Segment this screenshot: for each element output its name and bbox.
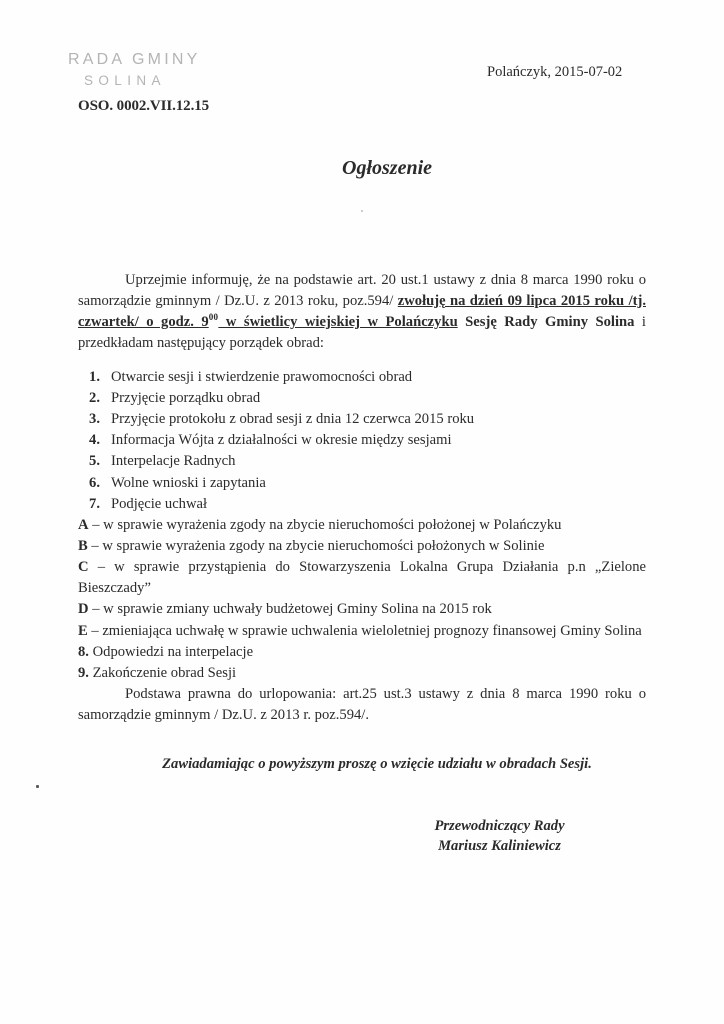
document-reference-number: OSO. 0002.VII.12.15 [78,98,210,114]
scan-artifact-speck-secondary [361,210,363,212]
list-item [78,494,646,515]
letterhead-line-2: SOLINA [84,73,166,88]
subitem-label: – w sprawie wyrażenia zgody na zbycie nieruchomości położonych w Solinie [87,537,545,554]
intro-paragraph [78,270,646,354]
agenda-item-number: 4. [89,432,100,449]
intro-text-bold: Sesję Rady Gminy Solina [457,314,635,331]
list-item [78,388,646,409]
agenda-list [78,367,646,515]
list-item [78,536,646,557]
agenda-item-label: Przyjęcie protokołu z obrad sesji z dnia 12 czerwca 2015 roku [111,411,475,428]
intro-text-plain-1: Uprzejmie informuję, że na podstawie art. 20 ust.1 ustawy z dnia 8 marca 1990 roku o samorządzie gminnym / Dz.U. z 2013 roku, poz.594/ [78,272,646,309]
agenda-item-number: 9. [78,664,89,681]
subitem-label: – w sprawie zmiany uchwały budżetowej Gminy Solina na 2015 rok [88,601,492,618]
place-and-date: Polańczyk, 2015-07-02 [487,64,623,80]
subitem-label: – zmieniająca uchwałę w sprawie uchwalenia wieloletniej prognozy finansowej Gminy Solina [87,622,642,639]
list-item [78,409,646,430]
agenda-item-number: 1. [89,368,100,385]
subitem-letter: B [78,537,88,554]
list-item [78,367,646,388]
intro-text-plain-2: i przedkładam następujący porządek obrad: [78,314,646,352]
list-item [78,663,646,684]
signature-block [78,816,646,856]
agenda-item-label: Otwarcie sesji i stwierdzenie prawomocności obrad [111,368,413,385]
scan-artifact-speck [36,785,39,788]
document-body [78,270,646,856]
resolution-subitems-list [78,515,646,642]
subitem-label: – w sprawie wyrażenia zgody na zbycie nieruchomości położonej w Polańczyku [88,516,562,533]
agenda-item-number: 2. [89,389,100,406]
meeting-time-superscript: 00 [208,312,219,323]
list-item [78,642,646,663]
agenda-item-label: Zakończenie obrad Sesji [88,664,237,681]
list-item [78,515,646,536]
agenda-item-label: Odpowiedzi na interpelacje [88,643,254,660]
letterhead [68,50,200,90]
list-item [78,473,646,494]
list-item [78,621,646,642]
subitem-letter: D [78,601,89,618]
subitem-label: – w sprawie przystąpienia do Stowarzyszenia Lokalna Grupa Działania p.n „Zielone Bieszczady” [78,559,646,597]
list-item [78,599,646,620]
agenda-item-label: Informacja Wójta z działalności w okresie między sesjami [111,432,452,449]
intro-text-underlined-1: zwołuję na dzień 09 lipca 2015 roku /tj. czwartek/ o godz. 9 [78,292,646,331]
agenda-tail-list [78,642,646,684]
agenda-item-label: Interpelacje Radnych [111,453,236,470]
agenda-item-number: 5. [89,453,100,470]
signatory-role: Przewodniczący Rady [434,818,565,835]
agenda-item-number: 8. [78,643,89,660]
agenda-item-number: 6. [89,474,100,491]
subitem-letter: E [78,622,88,639]
agenda-item-number: 7. [89,495,100,512]
list-item [78,451,646,472]
intro-text-underlined-2: w świetlicy wiejskiej w Polańczyku [218,314,458,331]
agenda-item-label: Przyjęcie porządku obrad [111,389,261,406]
subitem-letter: A [78,516,89,533]
signatory-name: Mariusz Kaliniewicz [438,838,561,855]
agenda-item-label: Podjęcie uchwał [111,495,208,512]
legal-basis-paragraph: Podstawa prawna do urlopowania: art.25 ust.3 ustawy z dnia 8 marca 1990 roku o samorządzie gminnym / Dz.U. z 2013 r. poz.594/. [78,686,646,723]
list-item [78,430,646,451]
agenda-item-number: 3. [89,411,100,428]
list-item [78,557,646,599]
agenda-item-label: Wolne wnioski i zapytania [111,474,266,491]
page-title: Ogłoszenie [342,157,432,179]
letterhead-line-1: RADA GMINY [68,51,201,68]
closing-statement: Zawiadamiając o powyższym proszę o wzięcie udziału w obradach Sesji. [162,755,592,772]
subitem-letter: C [78,559,89,576]
